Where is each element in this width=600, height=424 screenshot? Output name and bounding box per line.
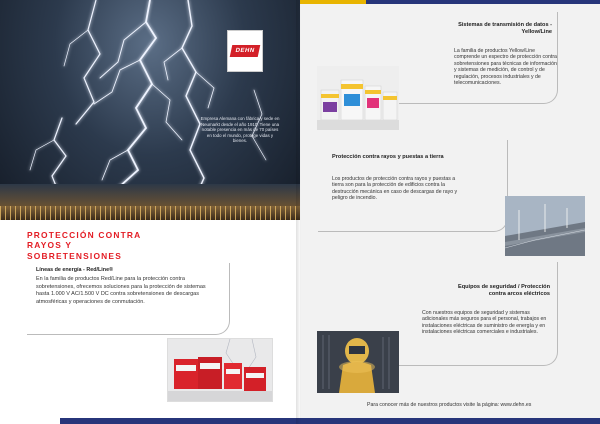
roof-protection-photo	[505, 196, 585, 256]
safety-equipment-body: Con nuestros equipos de seguridad y sistemas adicionales más seguros para el personal, trabajos en instalaciones eléctricas de suministro de energía y en instalaciones eléctricas comerciales e industriales.	[422, 310, 547, 336]
header-bar	[300, 0, 600, 4]
city-lights	[0, 206, 300, 220]
yellow-line-product-photo	[317, 66, 399, 130]
section-heading: PROTECCIÓN CONTRA RAYOS Y SOBRETENSIONES	[27, 230, 142, 261]
footer-bar-left	[60, 418, 300, 424]
dehn-logo-mark: DEHN	[230, 45, 261, 57]
header-accent	[300, 0, 366, 4]
red-line-title: Líneas de energía - Red/Line®	[36, 267, 114, 273]
website-note: Para conocer más de nuestros productos visite la página: www.dehn.es	[367, 402, 532, 408]
right-page	[300, 0, 600, 424]
red-line-product-photo	[167, 338, 273, 402]
lightning-protection-body: Los productos de protección contra rayos y puestas a tierra son para la protección de edificios contra la destrucción mecánica en caso de descargas de rayo y peligro de incendio.	[332, 176, 458, 202]
lightning-protection-title: Protección contra rayos y puestas a tierra	[332, 154, 444, 160]
dehn-logo	[227, 30, 263, 72]
company-description: Empresa Alemana con fábrica y sede en Neumarkt desde el año 1910. Tiene una notable presencia en más de 70 países en todo el mundo, protege vidas y bienes.	[200, 116, 280, 144]
footer-bar-right	[300, 418, 600, 424]
yellow-line-title: Sistemas de transmisión de datos - Yellow/Line	[458, 22, 552, 36]
yellow-line-body: La familia de productos Yellow/Line comprende un espectro de protección contra sobretensiones para técnicas de información y sistemas de medición, de control y de regulación, procesos industriales y de telecomunicaciones.	[454, 48, 557, 87]
page-gutter	[296, 0, 304, 424]
arc-flash-suit-photo	[317, 331, 399, 393]
red-line-body: En la familia de productos Red/Line para la protección contra sobretensiones, ofrecemos soluciones para la protección de sistemas hasta 1.000 V AC/1.500 V DC contra sobretensiones de descargas atmosféricas y operaciones de conmutación.	[36, 276, 206, 305]
safety-equipment-title: Equipos de seguridad / Protección contra arcos eléctricos	[457, 284, 550, 298]
